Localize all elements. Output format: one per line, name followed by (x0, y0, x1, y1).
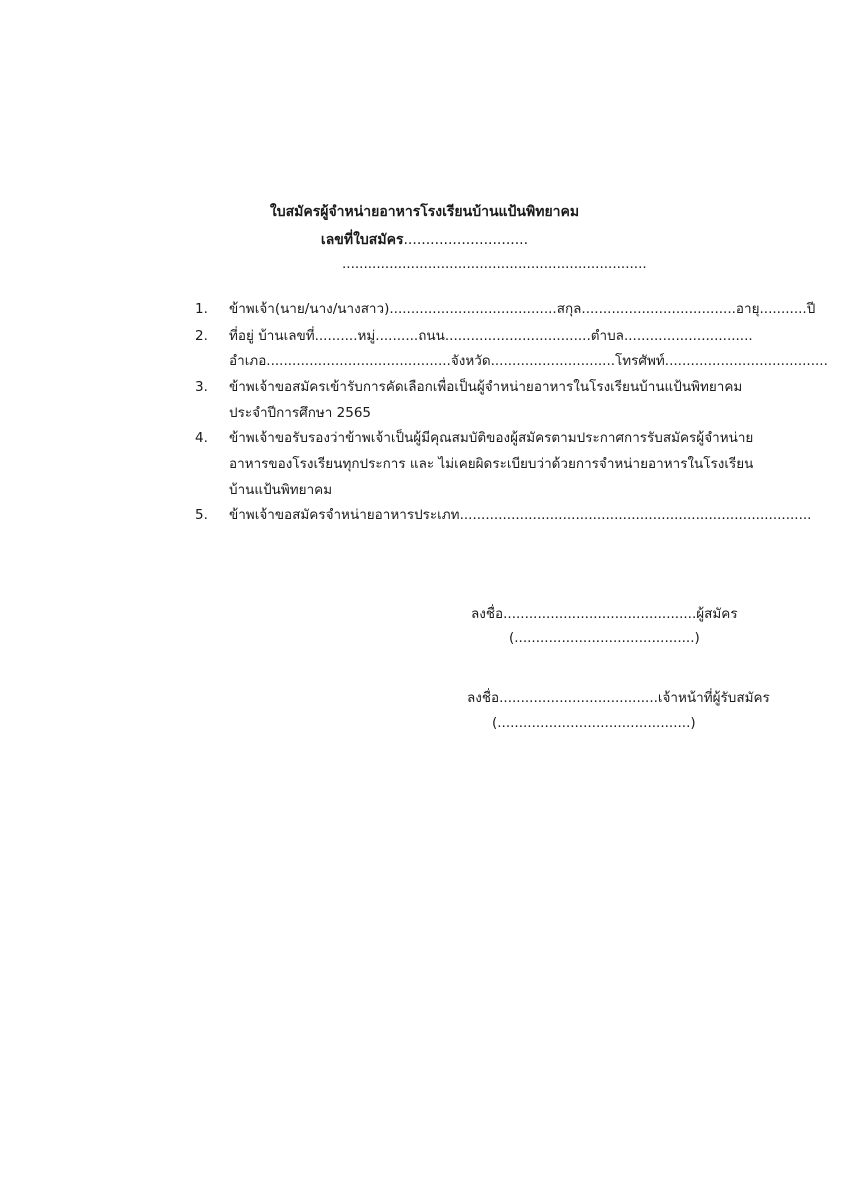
date-blank: ....................................................................... (342, 256, 647, 272)
officer-name-blank: (.............................................) (492, 715, 696, 731)
item-text-line: ข้าพเจ้าขอสมัครจำหน่ายอาหารประเภท.................................................................................. (229, 507, 812, 523)
officer-signature-line: ลงชื่อ.....................................เจ้าหน้าที่ผู้รับสมัคร (467, 690, 770, 706)
item-number: 1. (195, 301, 208, 317)
applicant-name-blank: (..........................................) (509, 630, 700, 646)
item-text-line: ข้าพเจ้าขอรับรองว่าข้าพเจ้าเป็นผู้มีคุณสมบัติของผู้สมัครตามประกาศการรับสมัครผู้จำหน่าย (229, 430, 754, 446)
item-number: 4. (195, 430, 208, 446)
applicant-signature-line: ลงชื่อ.............................................ผู้สมัคร (471, 606, 738, 622)
item-number: 2. (195, 328, 208, 344)
item-number: 3. (195, 379, 208, 395)
item-text-line: อาหารของโรงเรียนทุกประการ และ ไม่เคยผิดระเบียบว่าด้วยการจำหน่ายอาหารในโรงเรียน (229, 456, 754, 472)
item-text-line: บ้านแป้นพิทยาคม (229, 482, 333, 498)
item-number: 5. (195, 507, 208, 523)
item-text-line: ที่อยู่ บ้านเลขที่..........หมู่..........ถนน..................................ตำบล.............................. (229, 328, 753, 344)
application-number-row (0, 229, 849, 251)
item-text-line: ประจำปีการศึกษา 2565 (229, 405, 372, 421)
item-text-line: อำเภอ...........................................จังหวัด.............................โทรศัพท์...................................... (229, 353, 828, 369)
form-title: ใบสมัครผู้จำหน่ายอาหารโรงเรียนบ้านแป้นพิทยาคม (269, 204, 580, 220)
application-number-label: เลขที่ใบสมัคร (320, 232, 404, 248)
item-text-line: ข้าพเจ้า(นาย/นาง/นางสาว).......................................สกุล....................................อายุ...........ปี (229, 301, 816, 317)
item-text-line: ข้าพเจ้าขอสมัครเข้ารับการคัดเลือกเพื่อเป็นผู้จำหน่ายอาหารในโรงเรียนบ้านแป้นพิทยาคม (229, 379, 743, 395)
application-number-blank: ............................ (403, 232, 529, 248)
